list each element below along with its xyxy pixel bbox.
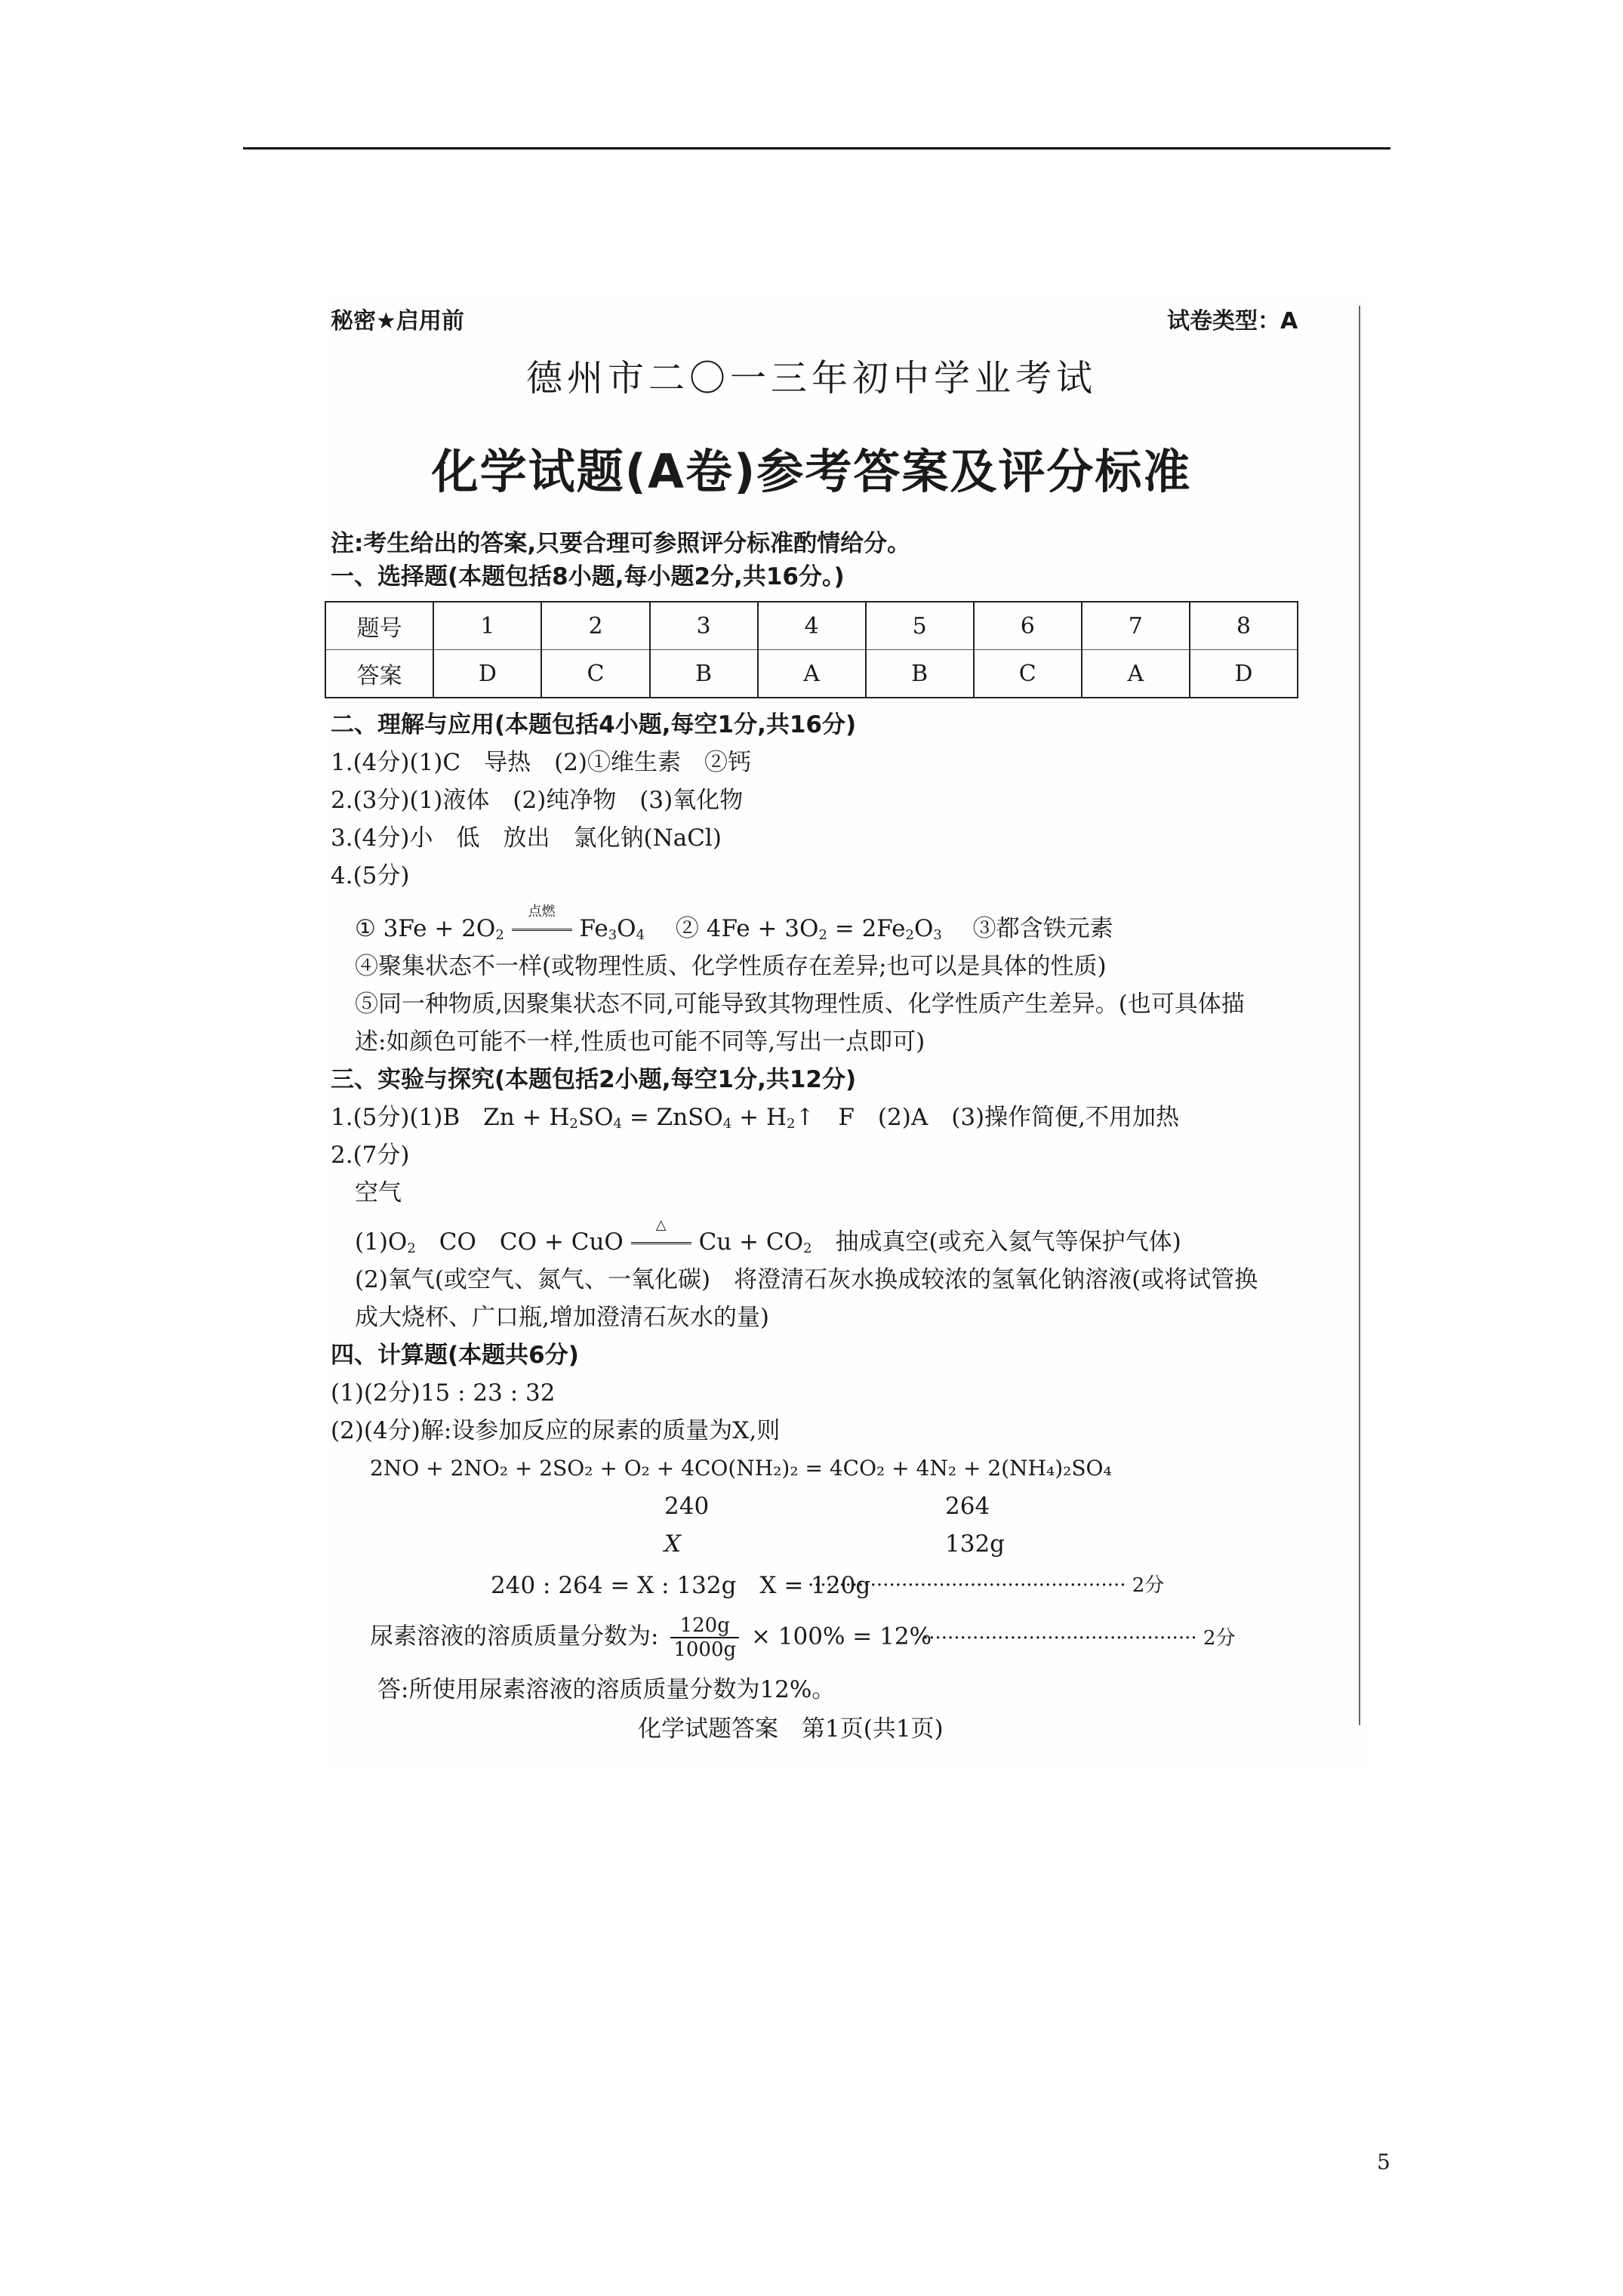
footer: 化学试题答案 第1页(共1页) [638, 1715, 944, 1743]
reaction-condition [512, 904, 572, 944]
eq-part: = 2Fe [827, 915, 906, 942]
section4-heading: 四、计算题(本题共6分) [331, 1342, 579, 1369]
s4-ratio: 240 : 264 = X : 132g X = 120g [491, 1572, 871, 1599]
molar-mass-2: 264 [945, 1493, 990, 1520]
s3-q2-part1: $(1)O_2$ CO CO + CuO △ $Cu + CO_2$ 抽成真空(或充入氦气等保护气体) [355, 1227, 1181, 1264]
fraction-label: 尿素溶液的溶质质量分数为: [370, 1623, 659, 1650]
question-number: 7 [1082, 602, 1190, 650]
answer-cell: D [433, 650, 541, 698]
s3-q2-part3: 成大烧杯、广口瓶,增加澄清石灰水的量) [355, 1304, 769, 1331]
answer-cell: B [866, 650, 974, 698]
s2-q4-equations: ① $3Fe + 2O_2$ 点燃 $Fe_3O_4$ ② $4Fe + 3O_2 = 2Fe_2O_3$ ③都含铁元素 [355, 914, 1113, 951]
s2-q4-line3: ⑤同一种物质,因聚集状态不同,可能导致其物理性质、化学性质产生差异。(也可具体描 [355, 991, 1245, 1018]
unknown-x: X [664, 1530, 682, 1558]
grading-note: 注:考生给出的答案,只要合理可参照评分标准酌情给分。 [331, 530, 911, 557]
s2-q4: 4.(5分) [331, 862, 410, 889]
given-mass: 132g [945, 1530, 1006, 1558]
table-row [325, 602, 1298, 650]
s4-answer: 答:所使用尿素溶液的溶质质量分数为12%。 [377, 1676, 836, 1703]
secret-label: 秘密★启用前 [331, 308, 464, 334]
fraction [670, 1614, 739, 1661]
score-line-2: ············································ 2分 [922, 1627, 1236, 1650]
eq-part: Fe [579, 915, 608, 942]
s2-q4-line2: ④聚集状态不一样(或物理性质、化学性质存在差异;也可以是具体的性质) [355, 953, 1107, 980]
s2-q4-line4: 述:如颜色可能不一样,性质也可能不同等,写出一点即可) [355, 1028, 925, 1056]
question-number: 6 [974, 602, 1082, 650]
answer-cell: A [758, 650, 866, 698]
condition-text: 点燃 [528, 904, 556, 920]
right-margin-rule [1359, 306, 1360, 1725]
s4-p2: (2)(4分)解:设参加反应的尿素的质量为X,则 [331, 1417, 781, 1444]
s2-q2: 2.(3分)(1)液体 (2)纯净物 (3)氧化物 [331, 787, 744, 814]
eq-part: ↑ F (2)A (3)操作简便,不用加热 [795, 1104, 1179, 1131]
exam-title: 德州市二〇一三年初中学业考试 [525, 357, 1097, 399]
s3-q2-part2: (2)氧气(或空气、氮气、一氧化碳) 将澄清石灰水换成较浓的氢氧化钠溶液(或将试管换 [355, 1266, 1258, 1293]
fraction-tail: × 100% = 12% [750, 1623, 932, 1650]
s3-q1: 1.(5分)(1)B $Zn + H_2SO_4$ = ZnSO$_4$ + $H_2↑$ F (2)A (3)操作简便,不用加热 [331, 1104, 1179, 1132]
section3-heading: 三、实验与探究(本题包括2小题,每空1分,共12分) [331, 1066, 857, 1093]
eq-part: SO [577, 1104, 614, 1131]
answer-cell: C [974, 650, 1082, 698]
s3-air-label: 空气 [355, 1179, 402, 1207]
s4-p1: (1)(2分)15 : 23 : 32 [331, 1379, 556, 1407]
eq-part: 1.(5分)(1)B Zn + H [331, 1104, 570, 1131]
eq-part: ① 3Fe + 2O [355, 915, 496, 942]
eq-part: Cu + CO [698, 1228, 804, 1256]
eq-part: ② 4Fe + 3O [675, 915, 819, 942]
question-number: 5 [866, 602, 974, 650]
answer-cell: C [541, 650, 649, 698]
page-number: 5 [1377, 2150, 1390, 2174]
eq-part: CO CO + CuO [415, 1228, 624, 1256]
answer-cell: B [650, 650, 758, 698]
s2-q1: 1.(4分)(1)C 导热 (2)①维生素 ②钙 [331, 749, 752, 776]
answer-table [325, 601, 1298, 698]
answer-cell: A [1082, 650, 1190, 698]
row-label: 答案 [325, 650, 433, 698]
eq-part: 抽成真空(或充入氦气等保护气体) [812, 1228, 1181, 1256]
fraction-numerator: 120g [670, 1614, 739, 1638]
s4-equation: 2NO + 2NO₂ + 2SO₂ + O₂ + 4CO(NH₂)₂ = 4CO₂ + 4N₂ + 2(NH₄)₂SO₄ [370, 1456, 1112, 1481]
eq-part: ③都含铁元素 [972, 915, 1113, 942]
reaction-condition [631, 1217, 691, 1257]
question-number: 1 [433, 602, 541, 650]
eq-part: + H [731, 1104, 787, 1131]
molar-mass-1: 240 [664, 1493, 710, 1520]
section1-heading: 一、选择题(本题包括8小题,每小题2分,共16分。) [331, 563, 845, 590]
top-rule [243, 147, 1390, 149]
s3-q2: 2.(7分) [331, 1142, 410, 1169]
condition-text: △ [655, 1217, 667, 1233]
section2-heading: 二、理解与应用(本题包括4小题,每空1分,共16分) [331, 711, 857, 738]
s4-fraction-line [370, 1614, 932, 1661]
question-number: 2 [541, 602, 649, 650]
fraction-denominator: 1000g [673, 1638, 737, 1661]
answer-cell: D [1190, 650, 1298, 698]
score-line-1: ··················································· 2分 [808, 1574, 1165, 1597]
question-number: 3 [650, 602, 758, 650]
question-number: 4 [758, 602, 866, 650]
table-row [325, 650, 1298, 698]
s2-q3: 3.(4分)小 低 放出 氯化钠(NaCl) [331, 824, 722, 852]
eq-part: (1)O [355, 1228, 408, 1256]
eq-part: = ZnSO [621, 1104, 723, 1131]
main-title: 化学试题(A卷)参考答案及评分标准 [431, 444, 1192, 499]
row-label: 题号 [325, 602, 433, 650]
question-number: 8 [1190, 602, 1298, 650]
paper-type: 试卷类型：A [1167, 308, 1298, 334]
